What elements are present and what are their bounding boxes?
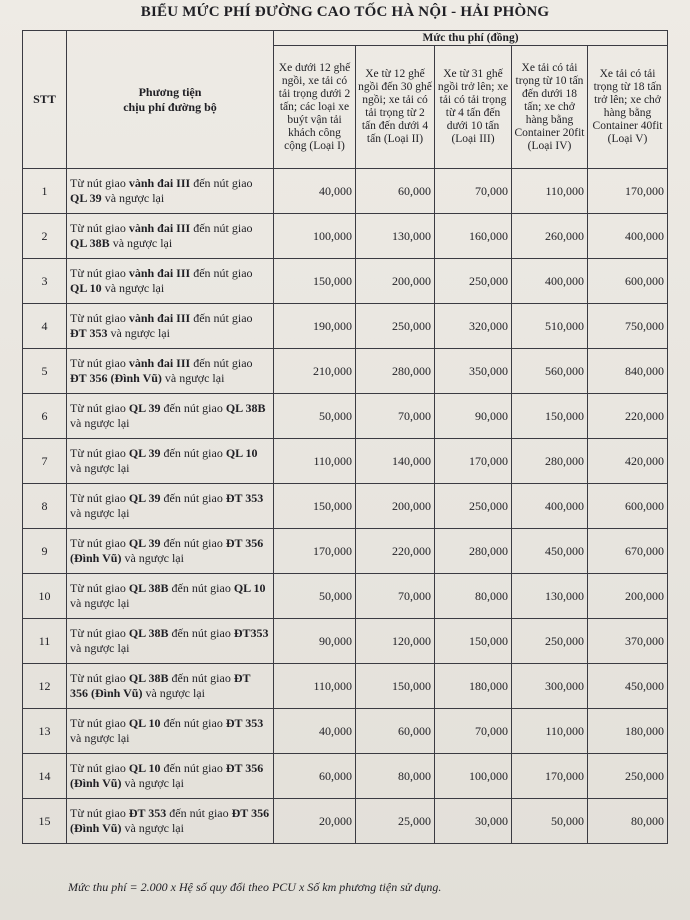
- route-post: và ngược lại: [70, 506, 130, 520]
- route-pre: Từ nút giao: [70, 626, 129, 640]
- route-to: ĐT 356 (Đình Vũ): [70, 806, 270, 835]
- row-route: [67, 484, 274, 529]
- table-row: [23, 304, 668, 349]
- row-stt: 2: [23, 214, 67, 259]
- route-to: ĐT353: [233, 626, 269, 640]
- table-row: [23, 214, 668, 259]
- route-post: và ngược lại: [161, 371, 225, 385]
- route-to: ĐT 356 (Đình Vũ): [70, 536, 264, 565]
- fee-class-4: 510,000: [512, 304, 588, 349]
- table-row: [23, 799, 668, 844]
- row-stt: 4: [23, 304, 67, 349]
- row-route: [67, 799, 274, 844]
- route-mid: đến nút giao: [190, 176, 253, 190]
- route-post: và ngược lại: [101, 281, 165, 295]
- fee-class-4: 110,000: [512, 709, 588, 754]
- route-from: QL 39: [128, 401, 161, 415]
- table-row: [23, 349, 668, 394]
- fee-class-4: 150,000: [512, 394, 588, 439]
- table-row: [23, 394, 668, 439]
- fee-class-3: 30,000: [435, 799, 512, 844]
- fee-class-5: 370,000: [588, 619, 668, 664]
- route-to: ĐT 353: [70, 326, 108, 340]
- fee-class-3: 90,000: [435, 394, 512, 439]
- route-mid: đến nút giao: [160, 761, 226, 775]
- row-route: [67, 169, 274, 214]
- fee-class-4: 250,000: [512, 619, 588, 664]
- fee-class-1: 40,000: [274, 709, 356, 754]
- route-to: ĐT 356 (Đình Vũ): [70, 761, 264, 790]
- fee-class-3: 320,000: [435, 304, 512, 349]
- table-row: [23, 754, 668, 799]
- row-stt: 7: [23, 439, 67, 484]
- fee-class-2: 250,000: [356, 304, 435, 349]
- row-route: [67, 349, 274, 394]
- route-from: QL 10: [128, 716, 161, 730]
- route-pre: Từ nút giao: [70, 716, 129, 730]
- fee-class-5: 840,000: [588, 349, 668, 394]
- row-route: [67, 574, 274, 619]
- route-post: và ngược lại: [109, 236, 173, 250]
- fee-class-5: 200,000: [588, 574, 668, 619]
- row-route: [67, 664, 274, 709]
- table-row: [23, 529, 668, 574]
- route-mid: đến nút giao: [160, 401, 226, 415]
- route-from: vành đai III: [128, 221, 191, 235]
- row-route: [67, 439, 274, 484]
- fee-class-4: 400,000: [512, 259, 588, 304]
- row-stt: 3: [23, 259, 67, 304]
- fee-class-5: 220,000: [588, 394, 668, 439]
- route-post: và ngược lại: [107, 326, 170, 340]
- fee-class-4: 560,000: [512, 349, 588, 394]
- table-row: [23, 439, 668, 484]
- route-pre: Từ nút giao: [70, 401, 129, 415]
- fee-class-1: 150,000: [274, 484, 356, 529]
- route-to: QL 10: [233, 581, 266, 595]
- route-mid: đến nút giao: [166, 806, 232, 820]
- fee-class-1: 110,000: [274, 664, 356, 709]
- fee-class-5: 600,000: [588, 484, 668, 529]
- route-pre: Từ nút giao: [70, 491, 129, 505]
- route-pre: Từ nút giao: [70, 581, 129, 595]
- fee-class-3: 70,000: [435, 169, 512, 214]
- row-route: [67, 619, 274, 664]
- fee-class-3: 250,000: [435, 259, 512, 304]
- route-to: QL 39: [70, 191, 102, 205]
- fee-class-5: 450,000: [588, 664, 668, 709]
- row-route: [67, 214, 274, 259]
- fee-class-2: 70,000: [356, 574, 435, 619]
- row-route: [67, 529, 274, 574]
- fee-class-1: 50,000: [274, 574, 356, 619]
- route-mid: đến nút giao: [160, 716, 226, 730]
- fee-class-5: 170,000: [588, 169, 668, 214]
- route-pre: Từ nút giao: [70, 446, 129, 460]
- header-vehicle-line2: chịu phí đường bộ: [123, 99, 217, 114]
- fee-class-5: 750,000: [588, 304, 668, 349]
- row-stt: 10: [23, 574, 67, 619]
- fee-class-1: 210,000: [274, 349, 356, 394]
- route-from: vành đai III: [128, 176, 191, 190]
- route-pre: Từ nút giao: [70, 266, 129, 280]
- fee-class-2: 25,000: [356, 799, 435, 844]
- route-pre: Từ nút giao: [70, 671, 129, 685]
- fee-class-4: 300,000: [512, 664, 588, 709]
- route-pre: Từ nút giao: [70, 311, 129, 325]
- route-from: QL 10: [128, 761, 161, 775]
- route-post: và ngược lại: [70, 416, 130, 430]
- fee-class-1: 50,000: [274, 394, 356, 439]
- table-row: [23, 169, 668, 214]
- fee-class-1: 190,000: [274, 304, 356, 349]
- fee-class-3: 250,000: [435, 484, 512, 529]
- fee-class-2: 140,000: [356, 439, 435, 484]
- fee-class-1: 40,000: [274, 169, 356, 214]
- fee-class-2: 200,000: [356, 259, 435, 304]
- header-class-3: Xe từ 31 ghế ngồi trở lên; xe tải có tải trọng từ 4 tấn đến dưới 10 tấn (Loại III): [435, 46, 512, 169]
- toll-fee-table: [22, 30, 668, 844]
- row-stt: 14: [23, 754, 67, 799]
- header-vehicle: [67, 31, 274, 169]
- row-stt: 5: [23, 349, 67, 394]
- fee-class-3: 280,000: [435, 529, 512, 574]
- header-class-2: Xe từ 12 ghế ngồi đến 30 ghế ngồi; xe tải có tải trọng từ 2 tấn đến dưới 4 tấn (Loại II): [356, 46, 435, 169]
- fee-class-3: 150,000: [435, 619, 512, 664]
- row-stt: 6: [23, 394, 67, 439]
- fee-class-5: 400,000: [588, 214, 668, 259]
- header-class-4: Xe tải có tải trọng từ 10 tấn đến dưới 18 tấn; xe chở hàng bằng Container 20fit (Loại IV): [512, 46, 588, 169]
- route-mid: đến nút giao: [190, 356, 253, 370]
- row-stt: 15: [23, 799, 67, 844]
- route-mid: đến nút giao: [190, 311, 253, 325]
- row-route: [67, 394, 274, 439]
- fee-class-4: 130,000: [512, 574, 588, 619]
- fee-class-4: 400,000: [512, 484, 588, 529]
- fee-class-2: 220,000: [356, 529, 435, 574]
- route-pre: Từ nút giao: [70, 176, 129, 190]
- route-to: ĐT 353: [225, 716, 264, 730]
- route-mid: đến nút giao: [168, 671, 234, 685]
- fee-class-2: 150,000: [356, 664, 435, 709]
- fee-class-3: 180,000: [435, 664, 512, 709]
- fee-class-5: 420,000: [588, 439, 668, 484]
- table-row: [23, 484, 668, 529]
- fee-class-2: 120,000: [356, 619, 435, 664]
- header-rate-group: Mức thu phí (đồng): [274, 31, 668, 46]
- table-row: [23, 664, 668, 709]
- route-from: QL 39: [128, 446, 161, 460]
- route-from: vành đai III: [128, 356, 191, 370]
- fee-class-3: 170,000: [435, 439, 512, 484]
- fee-class-2: 200,000: [356, 484, 435, 529]
- route-to: QL 38B: [225, 401, 266, 415]
- row-stt: 11: [23, 619, 67, 664]
- fee-class-3: 100,000: [435, 754, 512, 799]
- fee-class-2: 130,000: [356, 214, 435, 259]
- table-row: [23, 574, 668, 619]
- route-post: và ngược lại: [101, 191, 165, 205]
- route-pre: Từ nút giao: [70, 806, 129, 820]
- route-from: QL 38B: [128, 581, 169, 595]
- fee-class-1: 170,000: [274, 529, 356, 574]
- row-stt: 8: [23, 484, 67, 529]
- route-from: vành đai III: [128, 311, 191, 325]
- fee-class-2: 70,000: [356, 394, 435, 439]
- route-post: và ngược lại: [121, 821, 184, 835]
- fee-formula-note: Mức thu phí = 2.000 x Hệ số quy đổi theo PCU x Số km phương tiện sử dụng.: [68, 880, 442, 894]
- route-mid: đến nút giao: [168, 626, 234, 640]
- route-pre: Từ nút giao: [70, 761, 129, 775]
- fee-class-4: 170,000: [512, 754, 588, 799]
- row-stt: 12: [23, 664, 67, 709]
- fee-class-3: 160,000: [435, 214, 512, 259]
- row-route: [67, 709, 274, 754]
- route-mid: đến nút giao: [190, 266, 253, 280]
- fee-class-4: 260,000: [512, 214, 588, 259]
- route-mid: đến nút giao: [160, 491, 226, 505]
- route-to: ĐT 356 (Đình Vũ): [70, 371, 162, 385]
- route-post: và ngược lại: [121, 551, 184, 565]
- route-to: ĐT 353: [225, 491, 264, 505]
- fee-class-2: 60,000: [356, 709, 435, 754]
- header-vehicle-line1: Phương tiện: [138, 84, 202, 99]
- route-from: QL 39: [128, 491, 161, 505]
- route-to: QL 10: [70, 281, 102, 295]
- fee-class-2: 80,000: [356, 754, 435, 799]
- row-route: [67, 304, 274, 349]
- row-route: [67, 754, 274, 799]
- route-mid: đến nút giao: [160, 536, 226, 550]
- fee-class-4: 50,000: [512, 799, 588, 844]
- route-to: QL 38B: [70, 236, 110, 250]
- fee-class-4: 280,000: [512, 439, 588, 484]
- fee-class-5: 670,000: [588, 529, 668, 574]
- fee-class-2: 280,000: [356, 349, 435, 394]
- route-from: vành đai III: [128, 266, 191, 280]
- fee-class-1: 150,000: [274, 259, 356, 304]
- route-to: ĐT 356 (Đình Vũ): [70, 671, 251, 700]
- fee-class-1: 60,000: [274, 754, 356, 799]
- fee-class-1: 90,000: [274, 619, 356, 664]
- route-post: và ngược lại: [70, 731, 130, 745]
- fee-class-4: 450,000: [512, 529, 588, 574]
- route-pre: Từ nút giao: [70, 356, 129, 370]
- route-post: và ngược lại: [70, 596, 130, 610]
- fee-class-5: 180,000: [588, 709, 668, 754]
- route-from: QL 38B: [128, 671, 169, 685]
- table-row: [23, 259, 668, 304]
- row-route: [67, 259, 274, 304]
- fee-class-3: 80,000: [435, 574, 512, 619]
- fee-class-5: 250,000: [588, 754, 668, 799]
- route-mid: đến nút giao: [160, 446, 226, 460]
- route-mid: đến nút giao: [168, 581, 234, 595]
- fee-class-2: 60,000: [356, 169, 435, 214]
- fee-class-1: 100,000: [274, 214, 356, 259]
- route-pre: Từ nút giao: [70, 536, 129, 550]
- row-stt: 9: [23, 529, 67, 574]
- document-title: BIỂU MỨC PHÍ ĐƯỜNG CAO TỐC HÀ NỘI - HẢI PHÒNG: [140, 4, 550, 20]
- fee-class-1: 110,000: [274, 439, 356, 484]
- fee-class-3: 70,000: [435, 709, 512, 754]
- route-post: và ngược lại: [70, 641, 130, 655]
- route-to: QL 10: [225, 446, 258, 460]
- route-post: và ngược lại: [121, 776, 184, 790]
- fee-class-1: 20,000: [274, 799, 356, 844]
- route-from: QL 39: [128, 536, 161, 550]
- header-stt: STT: [23, 31, 67, 169]
- route-from: QL 38B: [128, 626, 169, 640]
- table-body: [23, 169, 668, 844]
- table-row: [23, 709, 668, 754]
- fee-class-5: 600,000: [588, 259, 668, 304]
- table-row: [23, 619, 668, 664]
- fee-class-4: 110,000: [512, 169, 588, 214]
- route-post: và ngược lại: [142, 686, 205, 700]
- route-mid: đến nút giao: [190, 221, 253, 235]
- header-class-5: Xe tải có tải trọng từ 18 tấn trở lên; xe chở hàng bằng Container 40fit (Loại V): [588, 46, 668, 169]
- fee-class-3: 350,000: [435, 349, 512, 394]
- fee-class-5: 80,000: [588, 799, 668, 844]
- route-from: ĐT 353: [128, 806, 167, 820]
- header-class-1: Xe dưới 12 ghế ngồi, xe tải có tải trọng dưới 2 tấn; các loại xe buýt vận tải khách công cộng (Loại I): [274, 46, 356, 169]
- route-pre: Từ nút giao: [70, 221, 129, 235]
- row-stt: 13: [23, 709, 67, 754]
- row-stt: 1: [23, 169, 67, 214]
- route-post: và ngược lại: [70, 461, 130, 475]
